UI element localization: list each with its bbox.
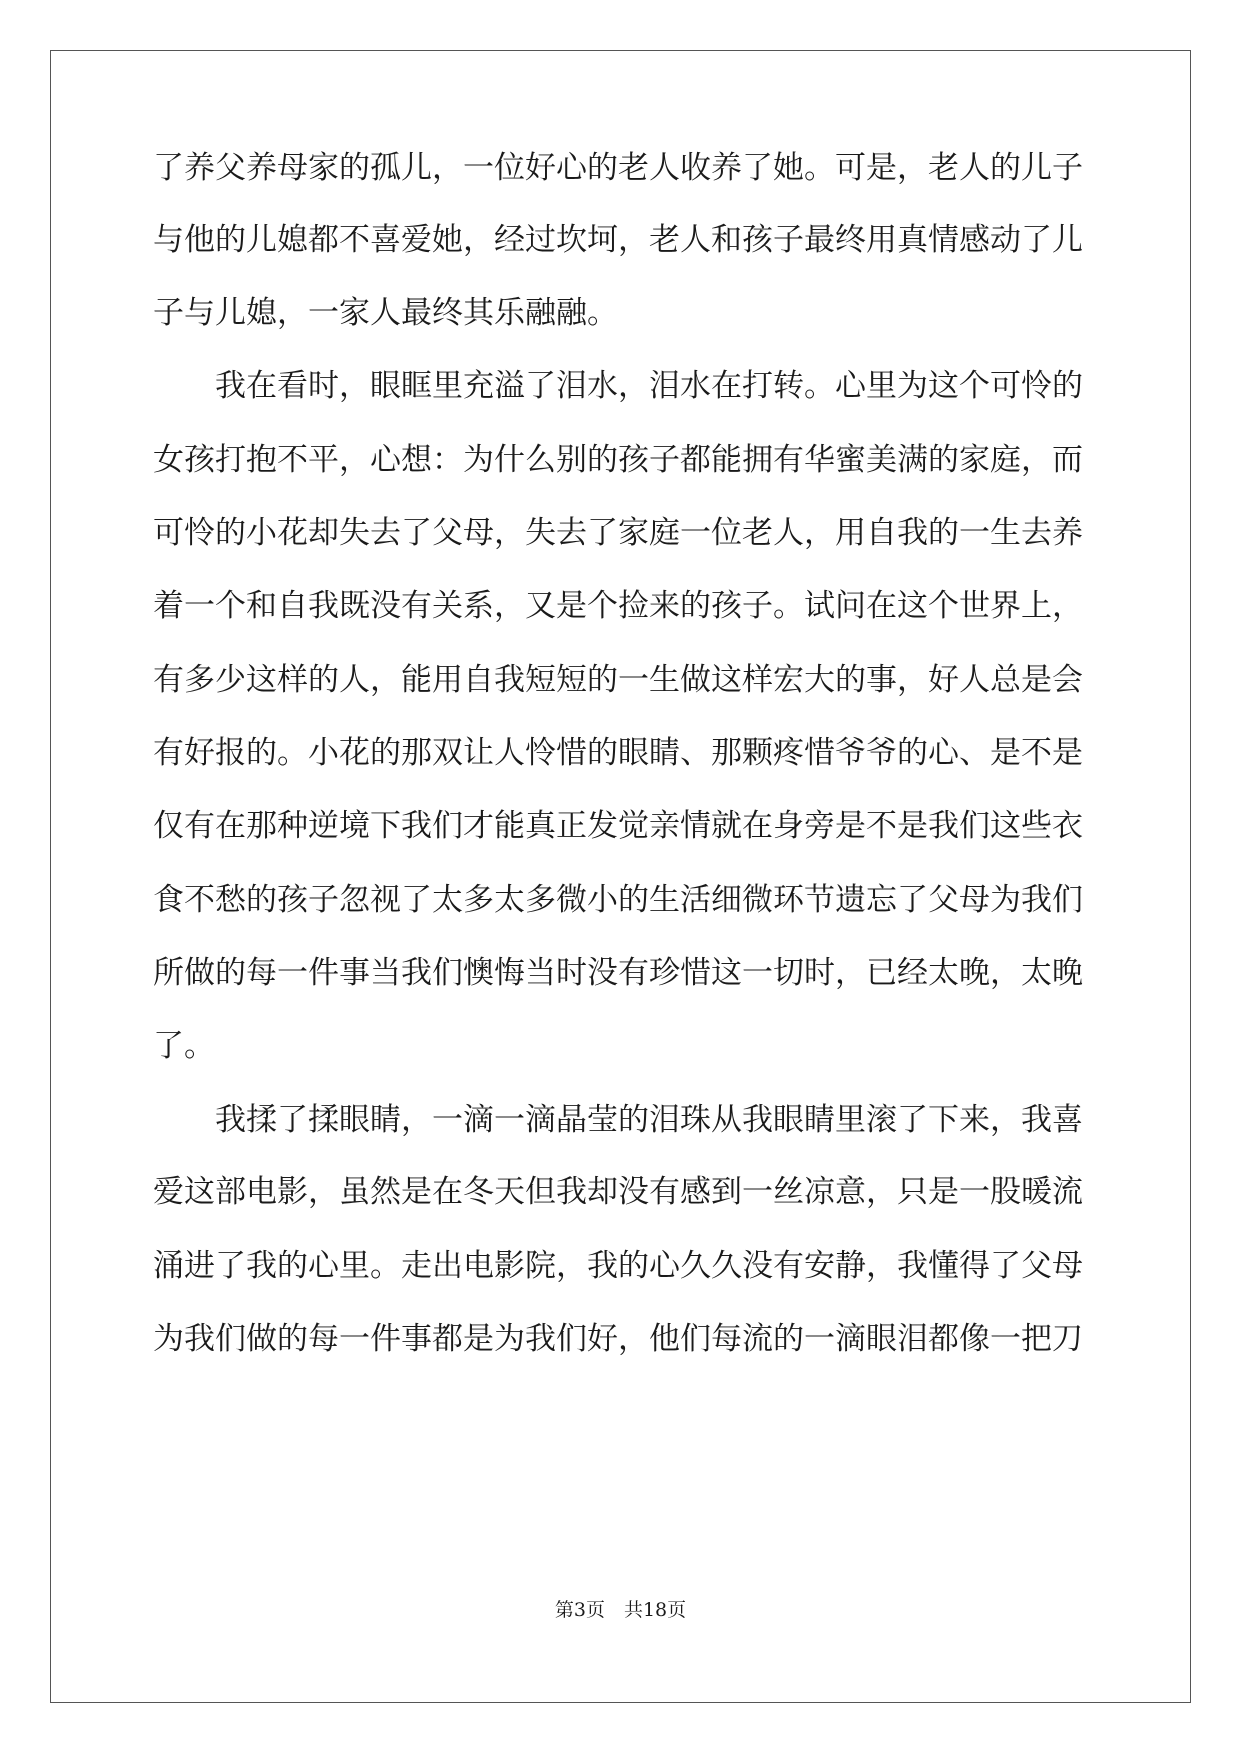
- paragraph-3-line-4: 为我们做的每一件事都是为我们好，他们每流的一滴眼泪都像一把刀: [153, 1321, 1083, 1357]
- paragraph-2-line-2: 女孩打抱不平，心想：为什么别的孩子都能拥有华蜜美满的家庭，而: [153, 442, 1083, 478]
- paragraph-1-line-2: 与他的儿媳都不喜爱她，经过坎坷，老人和孩子最终用真情感动了儿: [153, 222, 1083, 258]
- paragraph-2-line-1: 我在看时，眼眶里充溢了泪水，泪水在打转。心里为这个可怜的: [215, 368, 1083, 404]
- paragraph-1-line-3: 子与儿媳，一家人最终其乐融融。: [153, 295, 618, 331]
- paragraph-3-line-3: 涌进了我的心里。走出电影院，我的心久久没有安静，我懂得了父母: [153, 1248, 1083, 1284]
- paragraph-2-line-7: 仅有在那种逆境下我们才能真正发觉亲情就在身旁是不是我们这些衣: [153, 808, 1083, 844]
- paragraph-3-line-2: 爱这部电影，虽然是在冬天但我却没有感到一丝凉意，只是一股暖流: [153, 1174, 1083, 1210]
- paragraph-3-line-1: 我揉了揉眼睛，一滴一滴晶莹的泪珠从我眼睛里滚了下来，我喜: [215, 1102, 1083, 1138]
- paragraph-2-line-3: 可怜的小花却失去了父母，失去了家庭一位老人，用自我的一生去养: [153, 515, 1083, 551]
- paragraph-2-line-6: 有好报的。小花的那双让人怜惜的眼睛、那颗疼惜爷爷的心、是不是: [153, 735, 1083, 771]
- paragraph-2-line-10: 了。: [153, 1028, 215, 1064]
- paragraph-2-line-5: 有多少这样的人，能用自我短短的一生做这样宏大的事，好人总是会: [153, 662, 1083, 698]
- paragraph-2-line-8: 食不愁的孩子忽视了太多太多微小的生活细微环节遗忘了父母为我们: [153, 882, 1083, 918]
- paragraph-2-line-9: 所做的每一件事当我们懊悔当时没有珍惜这一切时，已经太晚，太晚: [153, 955, 1083, 991]
- paragraph-1-line-1: 了养父养母家的孤儿，一位好心的老人收养了她。可是，老人的儿子: [153, 150, 1083, 186]
- page-footer: 第3页 共18页: [554, 1599, 687, 1621]
- paragraph-2-line-4: 着一个和自我既没有关系，又是个捡来的孩子。试问在这个世界上，: [153, 588, 1083, 624]
